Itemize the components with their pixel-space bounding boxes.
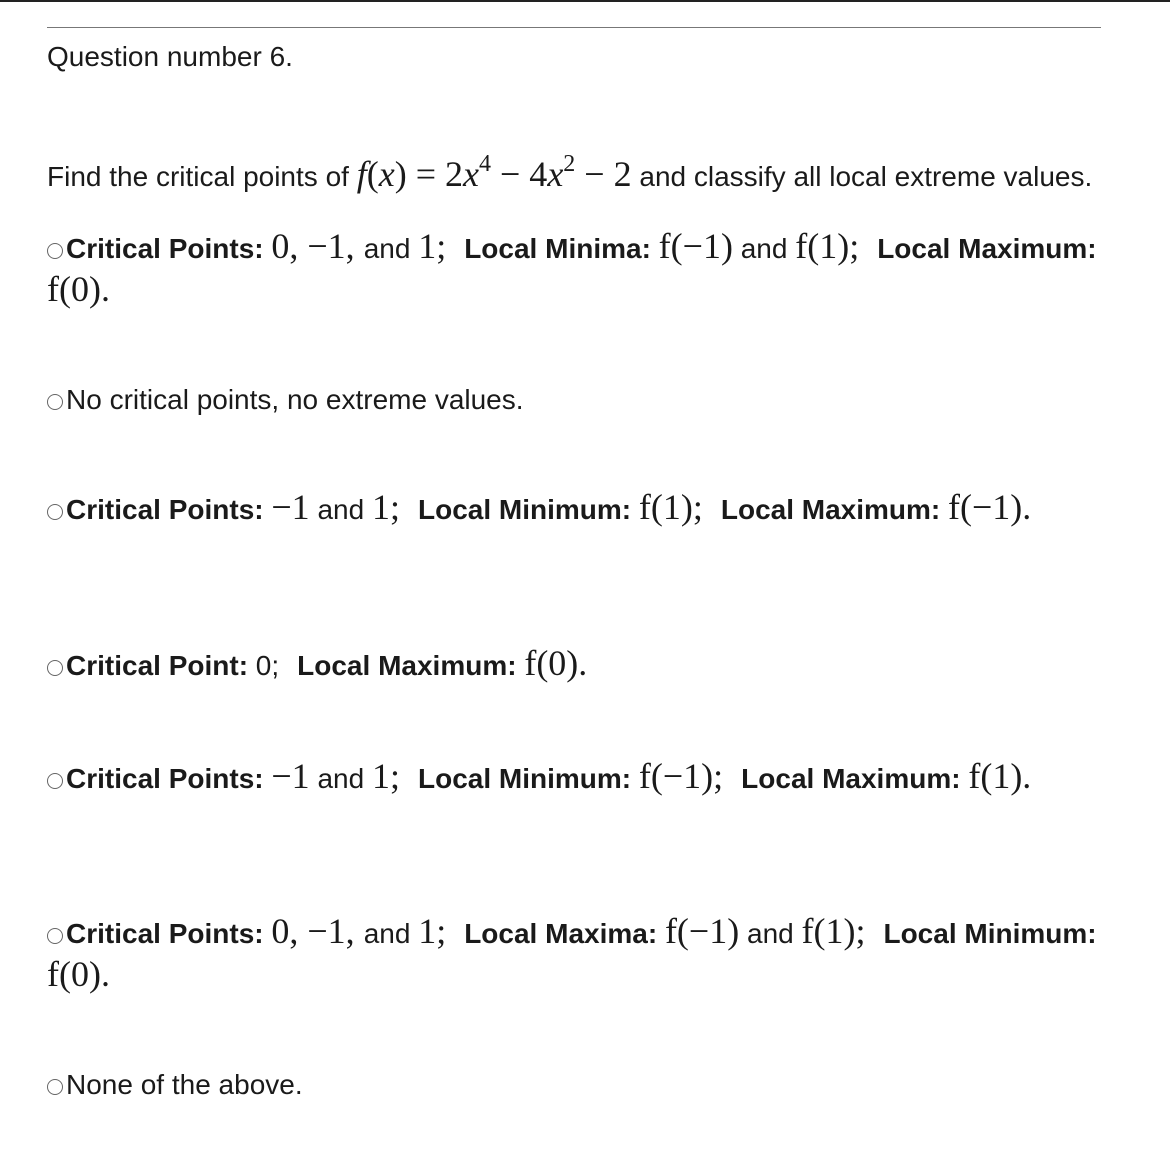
option-1-cp-and: and [363, 233, 419, 264]
formula-x-quartic: x [463, 154, 479, 194]
radio-option-7[interactable] [47, 1079, 63, 1095]
option-3-max-value: f(−1). [948, 487, 1032, 527]
option-6-max-value2: f(1); [801, 911, 866, 951]
formula-rhs-c: − 2 [575, 154, 632, 194]
answer-option-7[interactable] [47, 1065, 1117, 1105]
prompt-text-before: Find the critical points of [47, 161, 357, 192]
option-4-cp-label: Critical Point: [66, 650, 256, 681]
formula-rhs-a: = 2 [406, 154, 464, 194]
option-6-cp-label: Critical Points: [66, 918, 272, 949]
option-4-max-value: f(0). [524, 643, 588, 683]
option-2-text: No critical points, no extreme values. [66, 384, 524, 415]
radio-option-3[interactable] [47, 504, 63, 520]
formula-x: x [378, 154, 395, 194]
option-5-cp-value2: 1; [371, 756, 400, 796]
option-1-max-label: Local Maximum: [877, 233, 1097, 264]
option-3-cp-and: and [309, 494, 372, 525]
option-1-min-value: f(−1) [658, 226, 733, 266]
formula-rhs-b: − 4 [491, 154, 548, 194]
question-number: Question number 6. [47, 41, 293, 72]
option-6-cp-and: and [363, 918, 419, 949]
top-border [0, 0, 1170, 2]
radio-option-1[interactable] [47, 243, 63, 259]
formula-paren-open: ( [366, 154, 379, 194]
option-3-cp-value2: 1; [371, 487, 400, 527]
header-divider [47, 27, 1101, 28]
option-5-max-label: Local Maximum: [741, 763, 969, 794]
answer-option-1[interactable] [47, 226, 1117, 312]
option-6-max-value: f(−1) [664, 911, 740, 951]
option-3-cp-value: −1 [271, 487, 310, 527]
option-7-text: None of the above. [66, 1069, 303, 1100]
option-1-min-and: and [732, 233, 796, 264]
radio-option-6[interactable] [47, 928, 63, 944]
option-3-min-label: Local Minimum: [417, 494, 639, 525]
option-3-cp-label: Critical Points: [66, 494, 272, 525]
option-1-cp-label: Critical Points: [66, 233, 272, 264]
option-5-max-value: f(1). [968, 756, 1032, 796]
option-5-min-label: Local Minimum: [417, 763, 639, 794]
option-1-max-value: f(0). [47, 269, 110, 309]
option-1-cp-value: 0, −1, [271, 226, 364, 266]
answer-option-6[interactable] [47, 911, 1117, 997]
option-5-min-value: f(−1); [638, 756, 724, 796]
option-4-cp-value: 0; [255, 650, 280, 681]
formula-paren-close: ) [394, 154, 407, 194]
prompt-text-after: and classify all local extreme values. [631, 161, 1093, 192]
answer-option-4[interactable] [47, 643, 1117, 686]
question-prompt [47, 146, 1117, 197]
option-1-min-label: Local Minima: [464, 233, 659, 264]
answer-option-2[interactable] [47, 380, 1117, 420]
option-3-min-value: f(1); [638, 487, 703, 527]
option-6-max-and: and [739, 918, 802, 949]
answer-option-3[interactable] [47, 487, 1117, 530]
radio-option-4[interactable] [47, 660, 63, 676]
option-5-cp-value: −1 [271, 756, 310, 796]
formula-x-quadratic: x [547, 154, 564, 194]
option-1-min-value2: f(1); [795, 226, 860, 266]
radio-option-2[interactable] [47, 394, 63, 410]
formula-exponent-4: 4 [479, 151, 491, 177]
option-3-max-label: Local Maximum: [720, 494, 949, 525]
answer-option-5[interactable] [47, 756, 1117, 799]
option-1-cp-value2: 1; [418, 226, 447, 266]
option-6-cp-value: 0, −1, [271, 911, 364, 951]
radio-option-5[interactable] [47, 773, 63, 789]
option-5-cp-and: and [309, 763, 372, 794]
formula-exponent-2: 2 [563, 151, 576, 177]
option-6-max-label: Local Maxima: [464, 918, 665, 949]
option-4-max-label: Local Maximum: [297, 650, 525, 681]
option-6-min-value: f(0). [47, 954, 110, 994]
option-5-cp-label: Critical Points: [66, 763, 272, 794]
option-6-cp-value2: 1; [418, 911, 447, 951]
formula-f: f [356, 154, 367, 194]
option-6-min-label: Local Minimum: [883, 918, 1097, 949]
